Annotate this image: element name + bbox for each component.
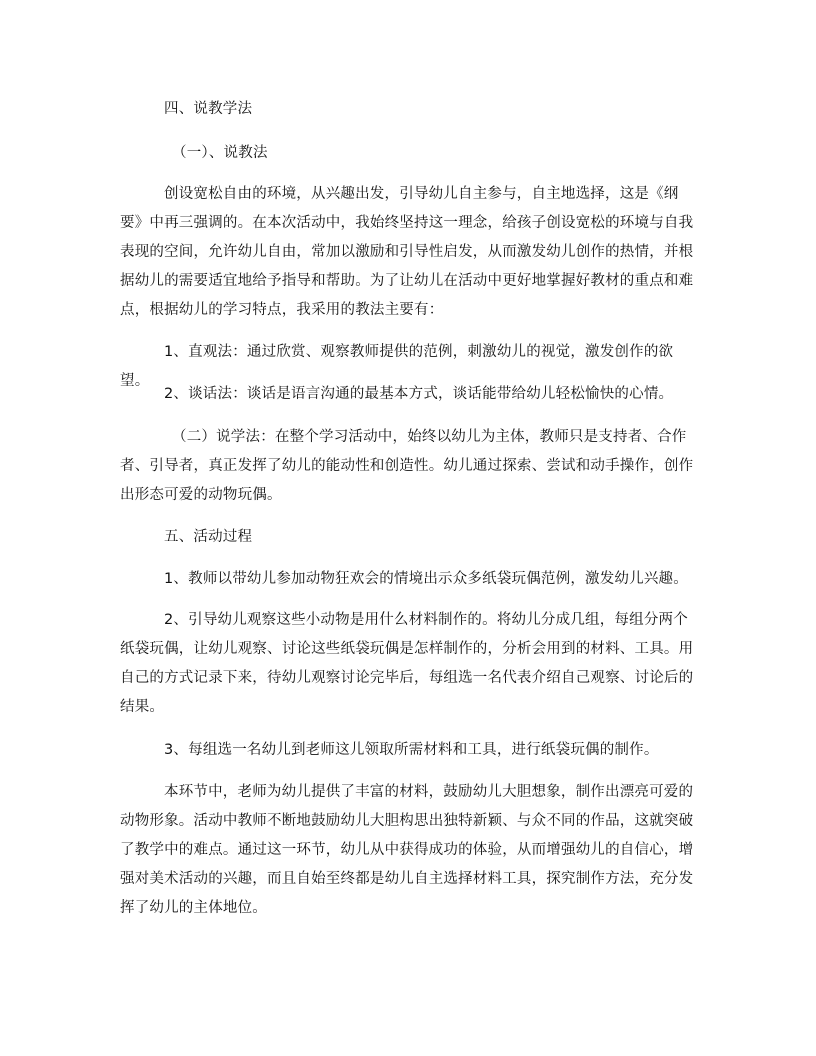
paragraph-learning-method: （二）说学法：在整个学习活动中，始终以幼儿为主体，教师只是支持者、合作者、引导者，真正发挥了幼儿的能动性和创造性。幼儿通过探索、尝试和动手操作，创作出形态可爱的动物玩偶。 [120, 429, 694, 503]
paragraph-teaching-method: 创设宽松自由的环境，从兴趣出发，引导幼儿自主参与，自主地选择，这是《纲要》中再三强调的。在本次活动中，我始终坚持这一理念，给孩子创设宽松的环境与自我表现的空间，允许幼儿自由，常加以激励和引导性启发，从而激发幼儿创作的热情，并根据幼儿的需要适宜地给予指导和帮助。为了让幼儿在活动中更好地掌握好教材的重点和难点，根据幼儿的学习特点，我采用的教法主要有： [120, 186, 694, 318]
subsection-heading-teaching-method: （一）、说教法 [172, 145, 268, 161]
list-item-method-1: 1、直观法：通过欣赏、观察教师提供的范例，刺激幼儿的视觉，激发创作的欲望。 [120, 344, 674, 389]
section-heading-5: 五、活动过程 [164, 529, 253, 545]
list-item-step-2: 2、引导幼儿观察这些小动物是用什么材料制作的。将幼儿分成几组，每组分两个纸袋玩偶，让幼儿观察、讨论这些纸袋玩偶是怎样制作的，分析会用到的材料、工具。用自己的方式记录下来，待幼儿观察讨论完毕后，每组选一名代表介绍自己观察、讨论后的结果。 [120, 612, 694, 715]
paragraph-summary: 本环节中，老师为幼儿提供了丰富的材料，鼓励幼儿大胆想象，制作出漂亮可爱的动物形象。活动中教师不断地鼓励幼儿大胆构思出独特新颖、与众不同的作品，这就突破了教学中的难点。通过这一环节，幼儿从中获得成功的体验，从而增强幼儿的自信心，增强对美术活动的兴趣，而且自始至终都是幼儿自主选择材料工具，探究制作方法，充分发挥了幼儿的主体地位。 [120, 784, 694, 916]
list-item-step-3: 3、每组选一名幼儿到老师这儿领取所需材料和工具，进行纸袋玩偶的制作。 [164, 742, 659, 758]
section-heading-4: 四、说教学法 [164, 101, 253, 117]
list-item-method-2: 2、谈话法：谈话是语言沟通的最基本方式，谈话能带给幼儿轻松愉快的心情。 [164, 386, 674, 402]
list-item-step-1: 1、教师以带幼儿参加动物狂欢会的情境出示众多纸袋玩偶范例，激发幼儿兴趣。 [164, 571, 688, 587]
